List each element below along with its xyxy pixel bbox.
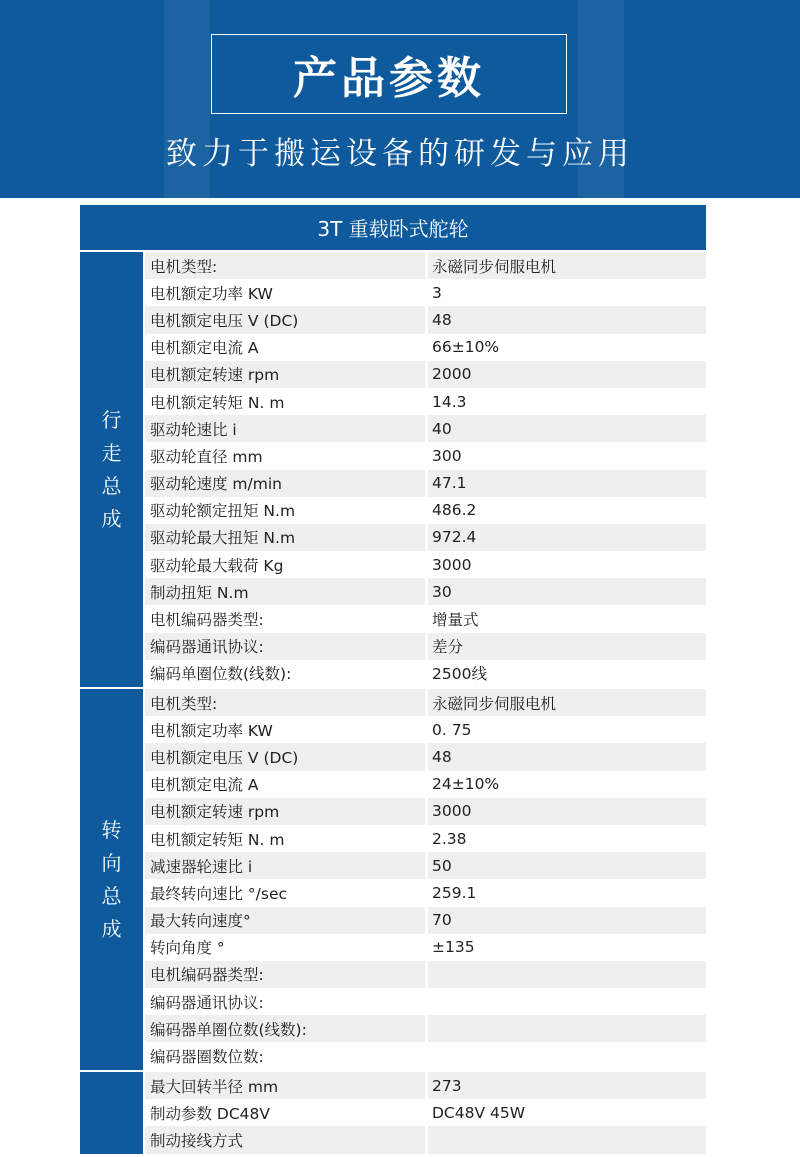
- group-label-char: 向: [101, 850, 122, 875]
- spec-key: 驱动轮额定扭矩 N.m: [150, 502, 296, 521]
- group-label-char: 成: [101, 916, 122, 941]
- spec-key: 编码单圈位数(线数):: [150, 665, 292, 684]
- spec-key: 电机额定转矩 N. m: [150, 393, 285, 412]
- spec-key: 编码器通讯协议:: [145, 633, 425, 660]
- table-row: [145, 852, 706, 879]
- spec-value: 0. 75: [425, 716, 706, 743]
- spec-key: 制动扭矩 N.m: [145, 578, 425, 605]
- spec-key: 制动接线方式: [145, 1126, 425, 1153]
- spec-key: 电机编码器类型:: [145, 961, 425, 988]
- table-title: 3T 重载卧式舵轮: [80, 205, 706, 250]
- spec-value: 50: [425, 852, 706, 879]
- spec-value: 66±10%: [425, 334, 706, 361]
- table-row: [145, 1072, 706, 1099]
- group-label-char: 成: [101, 506, 122, 531]
- table-row: [145, 1042, 706, 1069]
- title-frame: [211, 34, 567, 114]
- group-label-char: 走: [101, 440, 122, 465]
- spec-value: ±135: [425, 934, 706, 961]
- spec-key: 电机额定功率 KW: [150, 721, 273, 740]
- spec-value: 24±10%: [425, 771, 706, 798]
- spec-value: [425, 988, 706, 1015]
- spec-key: 驱动轮速比 i: [145, 415, 425, 442]
- group-label-char: 转: [101, 817, 122, 842]
- spec-rows: [145, 689, 706, 1070]
- group-travel-assembly: [80, 252, 706, 687]
- spec-key: 驱动轮最大载荷 Kg: [150, 556, 284, 575]
- table-row: [145, 689, 706, 716]
- spec-value: [425, 1015, 706, 1042]
- table-row: [145, 442, 706, 469]
- table-row: [145, 524, 706, 551]
- spec-value: 47.1: [425, 470, 706, 497]
- spec-value: DC48V 45W: [425, 1099, 706, 1126]
- spec-value: [425, 1042, 706, 1069]
- spec-key: 驱动轮最大扭矩 N.m: [145, 524, 425, 551]
- table-row: [145, 660, 706, 687]
- spec-value: 3000: [425, 551, 706, 578]
- spec-value: 259.1: [425, 879, 706, 906]
- spec-value: 273: [425, 1072, 706, 1099]
- spec-value: [425, 1126, 706, 1153]
- spec-value: 972.4: [425, 524, 706, 551]
- table-row: [145, 716, 706, 743]
- spec-key: 电机额定电流 A: [150, 776, 259, 795]
- table-row: [145, 798, 706, 825]
- table-row: [145, 388, 706, 415]
- table-row: [145, 578, 706, 605]
- table-row: [145, 988, 706, 1015]
- page-subtitle: 致力于搬运设备的研发与应用: [166, 136, 634, 172]
- spec-key: 制动参数 DC48V: [150, 1104, 271, 1123]
- spec-value: [425, 961, 706, 988]
- table-row: [145, 1126, 706, 1153]
- spec-value: 3: [425, 279, 706, 306]
- spec-value: 增量式: [425, 605, 706, 632]
- group-label: [80, 252, 143, 687]
- spec-key: 驱动轮速度 m/min: [145, 470, 425, 497]
- spec-key: 电机额定功率 KW: [150, 284, 273, 303]
- table-row: [145, 361, 706, 388]
- spec-key: 电机类型:: [145, 252, 425, 279]
- table-row: [145, 879, 706, 906]
- spec-key: 编码器单圈位数(线数):: [145, 1015, 425, 1042]
- group-label-char: 行: [101, 407, 122, 432]
- spec-value: 永磁同步伺服电机: [425, 689, 706, 716]
- group-label: [80, 1072, 143, 1154]
- page-title: 产品参数: [293, 53, 485, 104]
- spec-value: 48: [425, 743, 706, 770]
- group-steering-assembly: [80, 689, 706, 1070]
- spec-value: 30: [425, 578, 706, 605]
- spec-value: 差分: [425, 633, 706, 660]
- spec-value: 3000: [425, 798, 706, 825]
- spec-key: 最大转向速度°: [145, 907, 425, 934]
- table-row: [145, 470, 706, 497]
- spec-key: 驱动轮直径 mm: [150, 447, 263, 466]
- spec-key: 电机类型:: [145, 689, 425, 716]
- spec-key: 转向角度 °: [150, 939, 225, 958]
- spec-value: 14.3: [425, 388, 706, 415]
- spec-value: 2500线: [425, 660, 706, 687]
- spec-key: 电机额定转速 rpm: [145, 361, 425, 388]
- header-banner: [0, 0, 800, 198]
- spec-key: 最大回转半径 mm: [145, 1072, 425, 1099]
- spec-key: 编码器圈数位数:: [150, 1048, 264, 1067]
- spec-key: 最终转向速比 °/sec: [150, 884, 288, 903]
- spec-value: 2.38: [425, 825, 706, 852]
- table-row: [145, 252, 706, 279]
- table-row: [145, 279, 706, 306]
- spec-value: 2000: [425, 361, 706, 388]
- spec-value: 48: [425, 306, 706, 333]
- spec-rows: [145, 1072, 706, 1154]
- spec-key: 电机额定电流 A: [150, 339, 259, 358]
- group-label-char: 总: [101, 883, 122, 908]
- spec-value: 486.2: [425, 497, 706, 524]
- spec-value: 300: [425, 442, 706, 469]
- table-row: [145, 605, 706, 632]
- spec-value: 永磁同步伺服电机: [425, 252, 706, 279]
- spec-key: 电机额定转速 rpm: [145, 798, 425, 825]
- table-row: [145, 1015, 706, 1042]
- table-row: [145, 907, 706, 934]
- spec-key: 编码器通讯协议:: [150, 993, 264, 1012]
- spec-key: 电机额定电压 V (DC): [145, 306, 425, 333]
- spec-rows: [145, 252, 706, 687]
- table-row: [145, 934, 706, 961]
- spec-key: 电机编码器类型:: [150, 611, 264, 630]
- group-label: [80, 689, 143, 1070]
- spec-value: 40: [425, 415, 706, 442]
- spec-value: 70: [425, 907, 706, 934]
- group-label-char: 总: [101, 473, 122, 498]
- table-row: [145, 497, 706, 524]
- table-row: [145, 1099, 706, 1126]
- spec-key: 减速器轮速比 i: [145, 852, 425, 879]
- table-row: [145, 961, 706, 988]
- table-row: [145, 334, 706, 361]
- group-other: [80, 1072, 706, 1154]
- spec-key: 电机额定转矩 N. m: [150, 830, 285, 849]
- table-row: [145, 415, 706, 442]
- table-row: [145, 771, 706, 798]
- table-row: [145, 306, 706, 333]
- table-row: [145, 633, 706, 660]
- table-row: [145, 551, 706, 578]
- table-row: [145, 825, 706, 852]
- spec-key: 电机额定电压 V (DC): [145, 743, 425, 770]
- table-row: [145, 743, 706, 770]
